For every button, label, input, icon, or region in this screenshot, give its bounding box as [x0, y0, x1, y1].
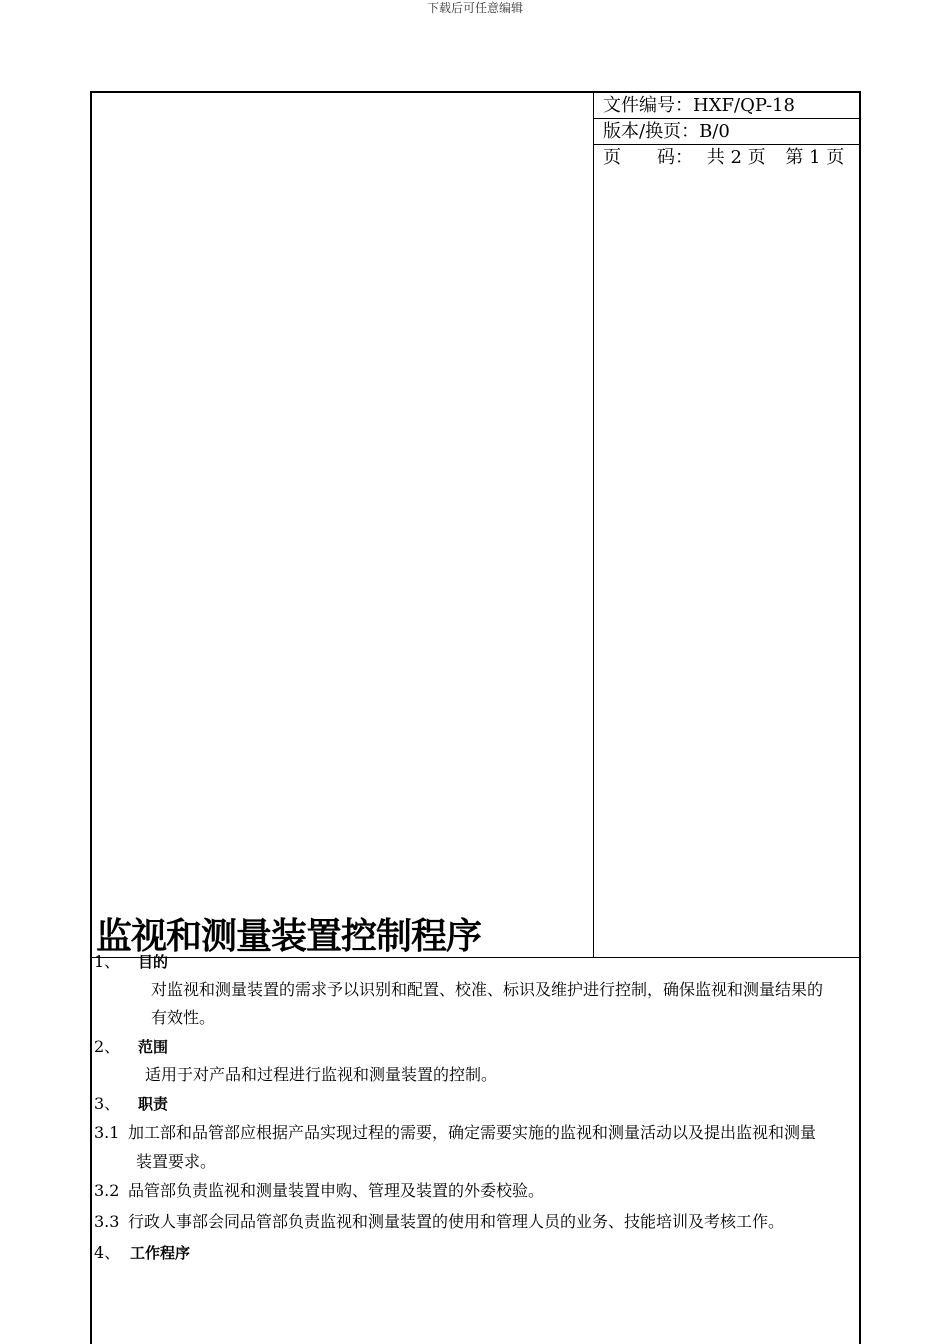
- section-number: 2、: [94, 1037, 121, 1056]
- page-current: 第 1 页: [785, 147, 845, 168]
- section-number: 4、: [94, 1243, 121, 1262]
- watermark-text: 下载后可任意编辑: [426, 1, 523, 15]
- section-number: 3、: [94, 1094, 121, 1113]
- document-title: 监视和测量装置控制程序: [96, 915, 482, 957]
- paragraph-line: 对监视和测量装置的需求予以识别和配置、校准、标识及维护进行控制，确保监视和测量结果的: [151, 980, 824, 999]
- item-text: 加工部和品管部应根据产品实现过程的需要，确定需要实施的监视和测量活动以及提出监视和测量: [128, 1123, 817, 1142]
- item-text: 行政人事部会同品管部负责监视和测量装置的使用和管理人员的业务、技能培训及考核工作。: [128, 1212, 785, 1231]
- page-label: 页 码：: [603, 147, 693, 168]
- section-title: 工作程序: [130, 1244, 191, 1262]
- title-cell: [92, 93, 594, 957]
- paragraph-line: 适用于对产品和过程进行监视和测量装置的控制。: [145, 1065, 498, 1084]
- section-number: 1、: [94, 952, 121, 971]
- item-number: 3.1: [94, 1123, 120, 1142]
- item-text: 品管部负责监视和测量装置申购、管理及装置的外委校验。: [128, 1181, 545, 1200]
- doc-number: 文件编号：HXF/QP-18: [594, 93, 859, 119]
- page-total: 共 2 页: [706, 147, 766, 168]
- item-number: 3.2: [94, 1181, 120, 1200]
- page-info: [594, 145, 859, 170]
- document-frame: [90, 91, 861, 1344]
- section-title: 职责: [138, 1095, 169, 1113]
- paragraph-line: 有效性。: [151, 1008, 216, 1027]
- meta-cell: [594, 93, 859, 957]
- section-title: 目的: [138, 953, 169, 971]
- paragraph-line: 装置要求。: [136, 1152, 217, 1171]
- version-info: 版本/换页：B/0: [594, 119, 859, 145]
- section-title: 范围: [138, 1038, 169, 1056]
- header-row: [92, 93, 859, 958]
- item-number: 3.3: [94, 1212, 120, 1231]
